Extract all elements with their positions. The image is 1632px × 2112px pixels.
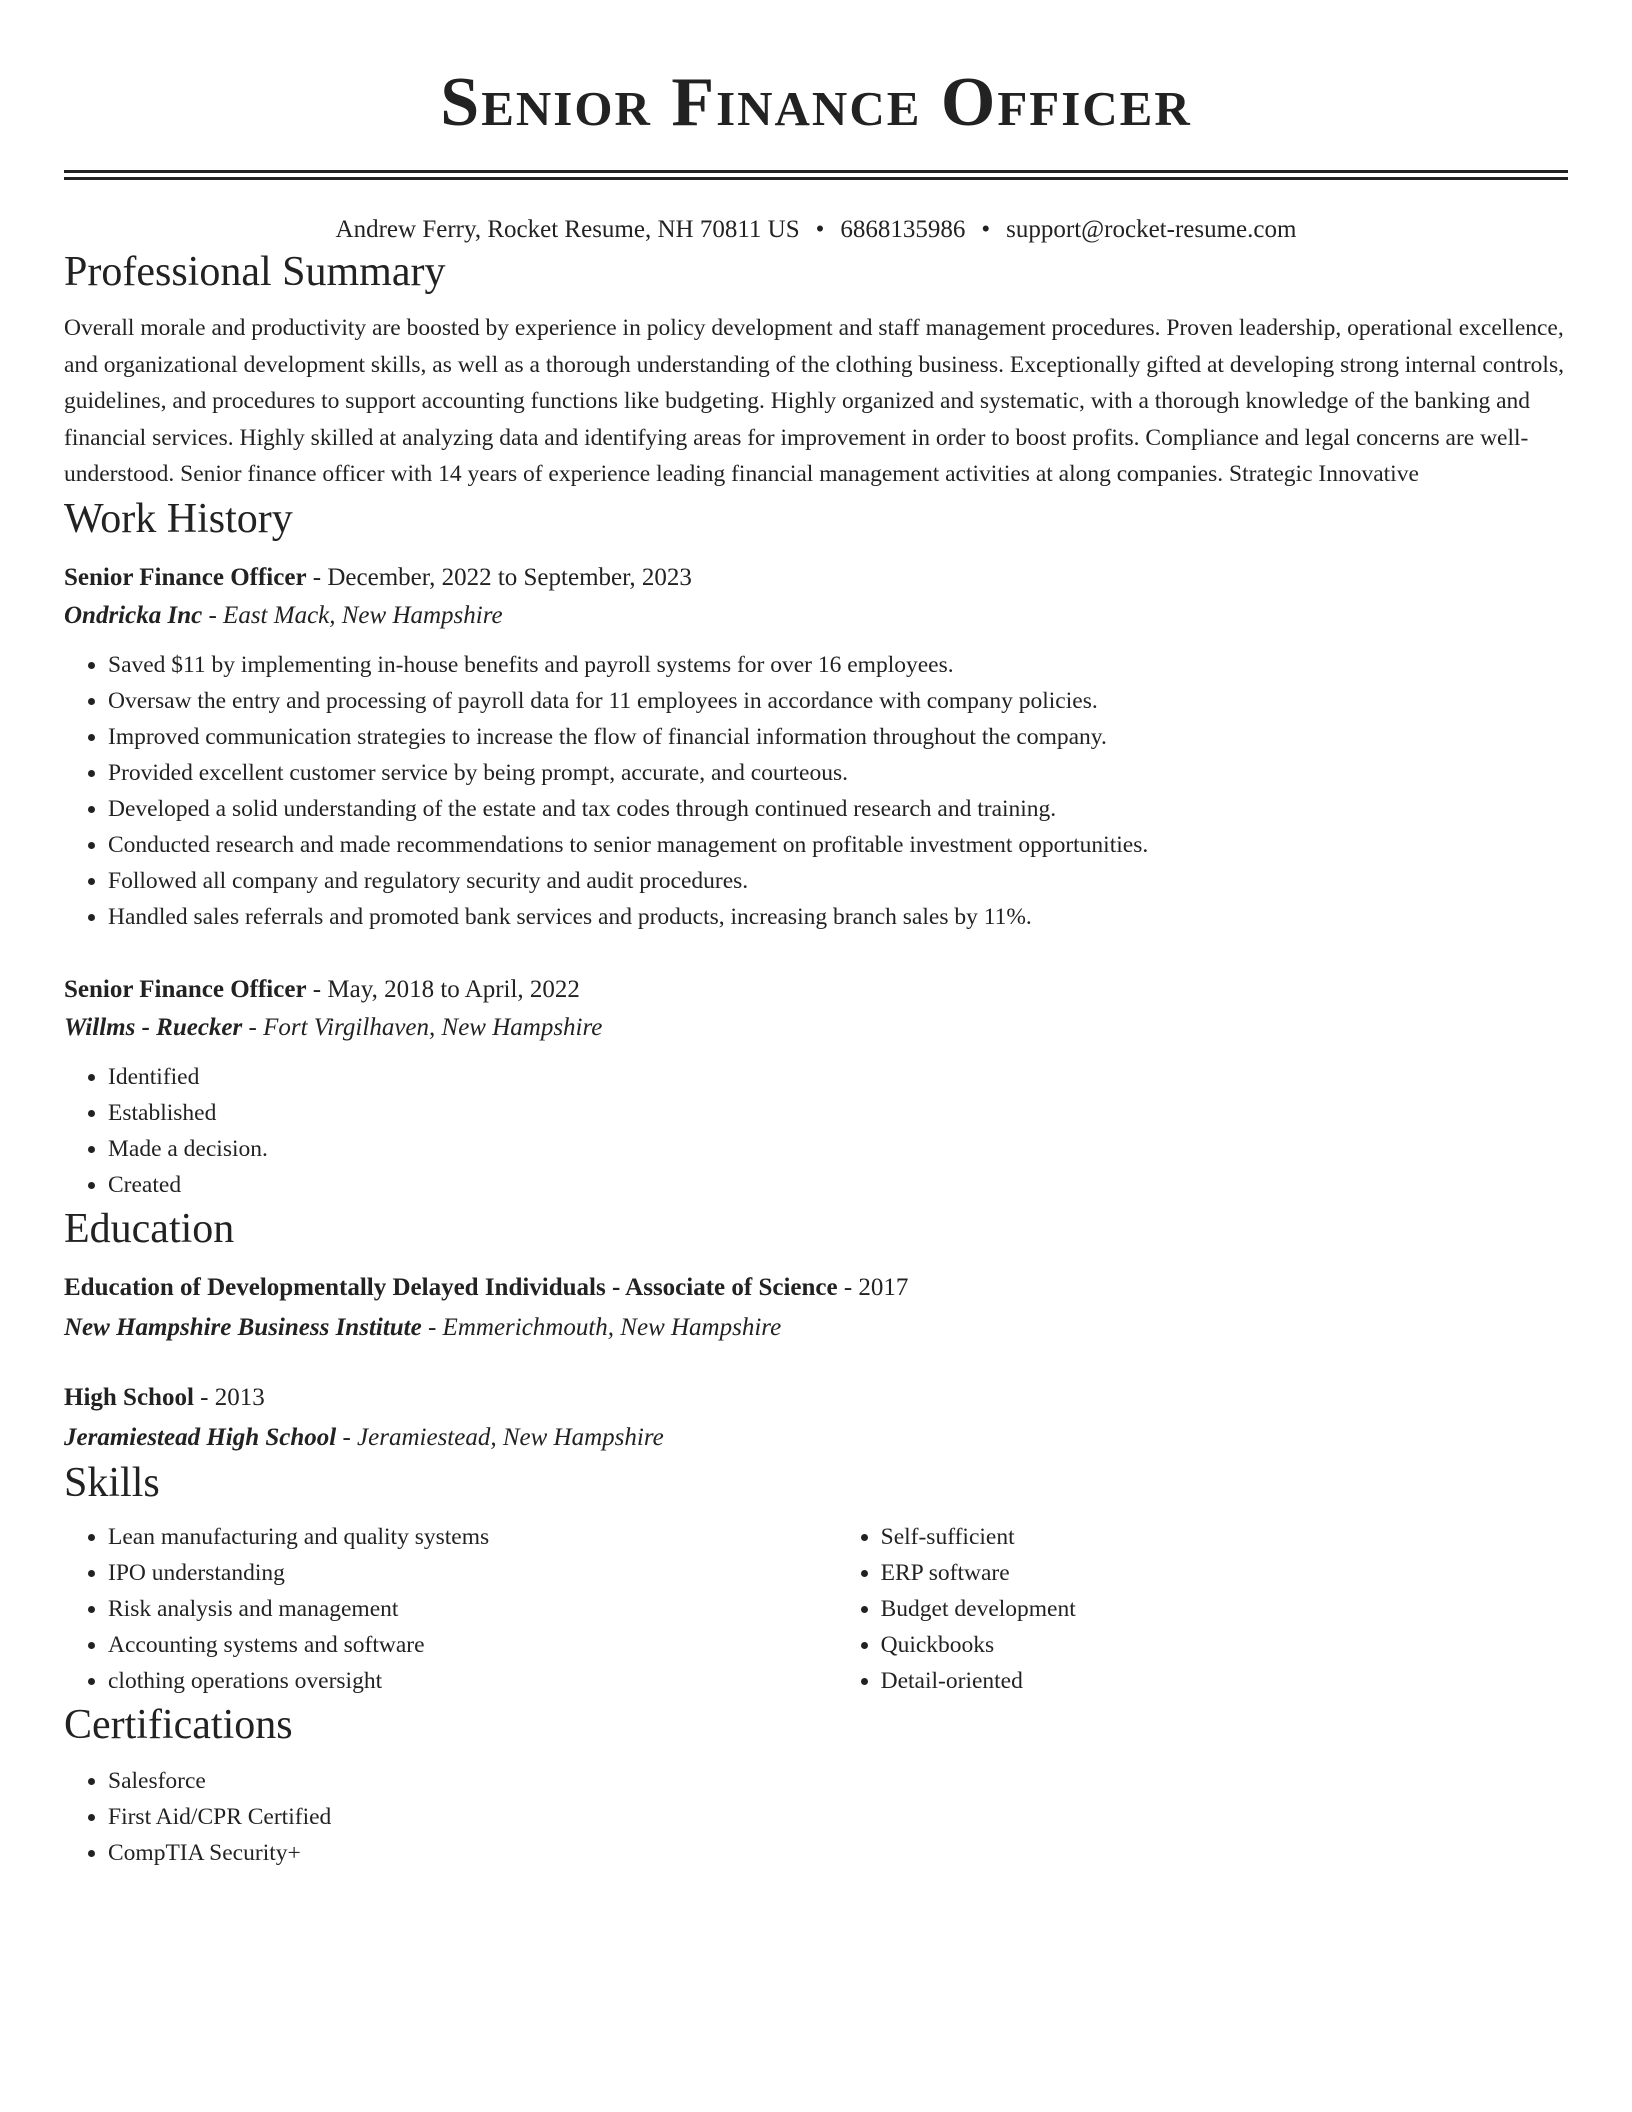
certifications-heading: Certifications bbox=[64, 1701, 293, 1748]
job-location: - Fort Virgilhaven, New Hampshire bbox=[242, 1013, 603, 1041]
education-degree: High School bbox=[64, 1383, 194, 1411]
skill-item: • IPO understanding bbox=[108, 1555, 837, 1591]
skill-item: • Budget development bbox=[881, 1591, 1568, 1627]
list-item: • Followed all company and regulatory security and audit procedures. bbox=[108, 863, 1568, 899]
education-heading: Education bbox=[64, 1205, 235, 1252]
skill-item: • Lean manufacturing and quality systems bbox=[108, 1519, 837, 1555]
skill-item: • Risk analysis and management bbox=[108, 1591, 837, 1627]
education-location: - Emmerichmouth, New Hampshire bbox=[421, 1313, 782, 1341]
education-entry bbox=[64, 1269, 1568, 1347]
job-company-line bbox=[64, 1009, 1568, 1047]
skill-item: • Self-sufficient bbox=[881, 1519, 1568, 1555]
job-header bbox=[64, 971, 1568, 1009]
education-school-line bbox=[64, 1309, 1568, 1347]
summary-text: Overall morale and productivity are boosted by experience in policy development and staff management procedures. Proven leadership, operational excellence, and organizational development skills, as well as a thorough understanding of the clothing business. Exceptionally gifted at developing strong internal controls, guidelines, and procedures to support accounting functions like budgeting. Highly organized and systematic, with a thorough knowledge of the banking and financial services. Highly skilled at analyzing data and identifying areas for improvement in order to boost profits. Compliance and legal concerns are well-understood. Senior finance officer with 14 years of experience leading financial management activities at along companies. Strategic Innovative bbox=[64, 315, 1564, 487]
contact-phone: 6868135986 bbox=[840, 216, 966, 243]
certification-item: • First Aid/CPR Certified bbox=[108, 1799, 1568, 1835]
list-item: • Provided excellent customer service by being prompt, accurate, and courteous. bbox=[108, 755, 1568, 791]
job-location: - East Mack, New Hampshire bbox=[202, 601, 503, 629]
resume-title: Senior Finance Officer bbox=[440, 64, 1192, 141]
work-history-heading: Work History bbox=[64, 495, 293, 542]
list-item: • Saved $11 by implementing in-house benefits and payroll systems for over 16 employees. bbox=[108, 647, 1568, 683]
certification-item: • CompTIA Security+ bbox=[108, 1835, 1568, 1871]
education-year: - 2013 bbox=[193, 1383, 265, 1411]
skill-item: • Detail-oriented bbox=[881, 1663, 1568, 1699]
skill-item: • ERP software bbox=[881, 1555, 1568, 1591]
job-duties-list bbox=[64, 647, 1568, 935]
list-item: • Established bbox=[108, 1095, 1568, 1131]
job-entry bbox=[64, 971, 1568, 1203]
education-school: New Hampshire Business Institute bbox=[64, 1313, 422, 1341]
job-header bbox=[64, 559, 1568, 597]
contact-address: Andrew Ferry, Rocket Resume, NH 70811 US bbox=[335, 216, 800, 243]
certification-item: • Salesforce bbox=[108, 1763, 1568, 1799]
skill-item: • Accounting systems and software bbox=[108, 1627, 837, 1663]
job-dates: - December, 2022 to September, 2023 bbox=[306, 563, 692, 591]
summary-heading: Professional Summary bbox=[64, 249, 446, 295]
education-school: Jeramiestead High School bbox=[64, 1423, 337, 1451]
education-entry bbox=[64, 1379, 1568, 1457]
skill-item: • Quickbooks bbox=[881, 1627, 1568, 1663]
certifications-list bbox=[64, 1763, 1568, 1871]
skills-heading: Skills bbox=[64, 1459, 160, 1506]
education-school-line bbox=[64, 1419, 1568, 1457]
job-company-line bbox=[64, 597, 1568, 635]
education-year: - 2017 bbox=[837, 1273, 909, 1301]
education-location: - Jeramiestead, New Hampshire bbox=[336, 1423, 664, 1451]
list-item: • Improved communication strategies to increase the flow of financial information throughout the company. bbox=[108, 719, 1568, 755]
contact-line bbox=[64, 214, 1568, 246]
list-item: • Created bbox=[108, 1167, 1568, 1203]
education-header bbox=[64, 1269, 1568, 1307]
education-degree: Education of Developmentally Delayed Individuals - Associate of Science bbox=[64, 1273, 838, 1301]
education-header bbox=[64, 1379, 1568, 1417]
skills-columns bbox=[64, 1519, 1568, 1699]
skills-list-right bbox=[837, 1519, 1568, 1699]
list-item: • Oversaw the entry and processing of payroll data for 11 employees in accordance with company policies. bbox=[108, 683, 1568, 719]
job-duties-list bbox=[64, 1059, 1568, 1203]
contact-separator: • bbox=[815, 216, 825, 243]
job-dates: - May, 2018 to April, 2022 bbox=[306, 975, 580, 1003]
title-divider bbox=[64, 170, 1568, 180]
job-company: Ondricka Inc bbox=[64, 601, 203, 629]
contact-email: support@rocket-resume.com bbox=[1006, 216, 1297, 243]
job-company: Willms - Ruecker bbox=[64, 1013, 243, 1041]
contact-separator: • bbox=[981, 216, 991, 243]
list-item: • Made a decision. bbox=[108, 1131, 1568, 1167]
list-item: • Conducted research and made recommendations to senior management on profitable investment opportunities. bbox=[108, 827, 1568, 863]
skills-list-left bbox=[64, 1519, 837, 1699]
list-item: • Identified bbox=[108, 1059, 1568, 1095]
skill-item: • clothing operations oversight bbox=[108, 1663, 837, 1699]
list-item: • Developed a solid understanding of the estate and tax codes through continued research and training. bbox=[108, 791, 1568, 827]
list-item: • Handled sales referrals and promoted bank services and products, increasing branch sales by 11%. bbox=[108, 899, 1568, 935]
job-entry bbox=[64, 559, 1568, 935]
job-title: Senior Finance Officer bbox=[64, 563, 307, 591]
job-title: Senior Finance Officer bbox=[64, 975, 307, 1003]
